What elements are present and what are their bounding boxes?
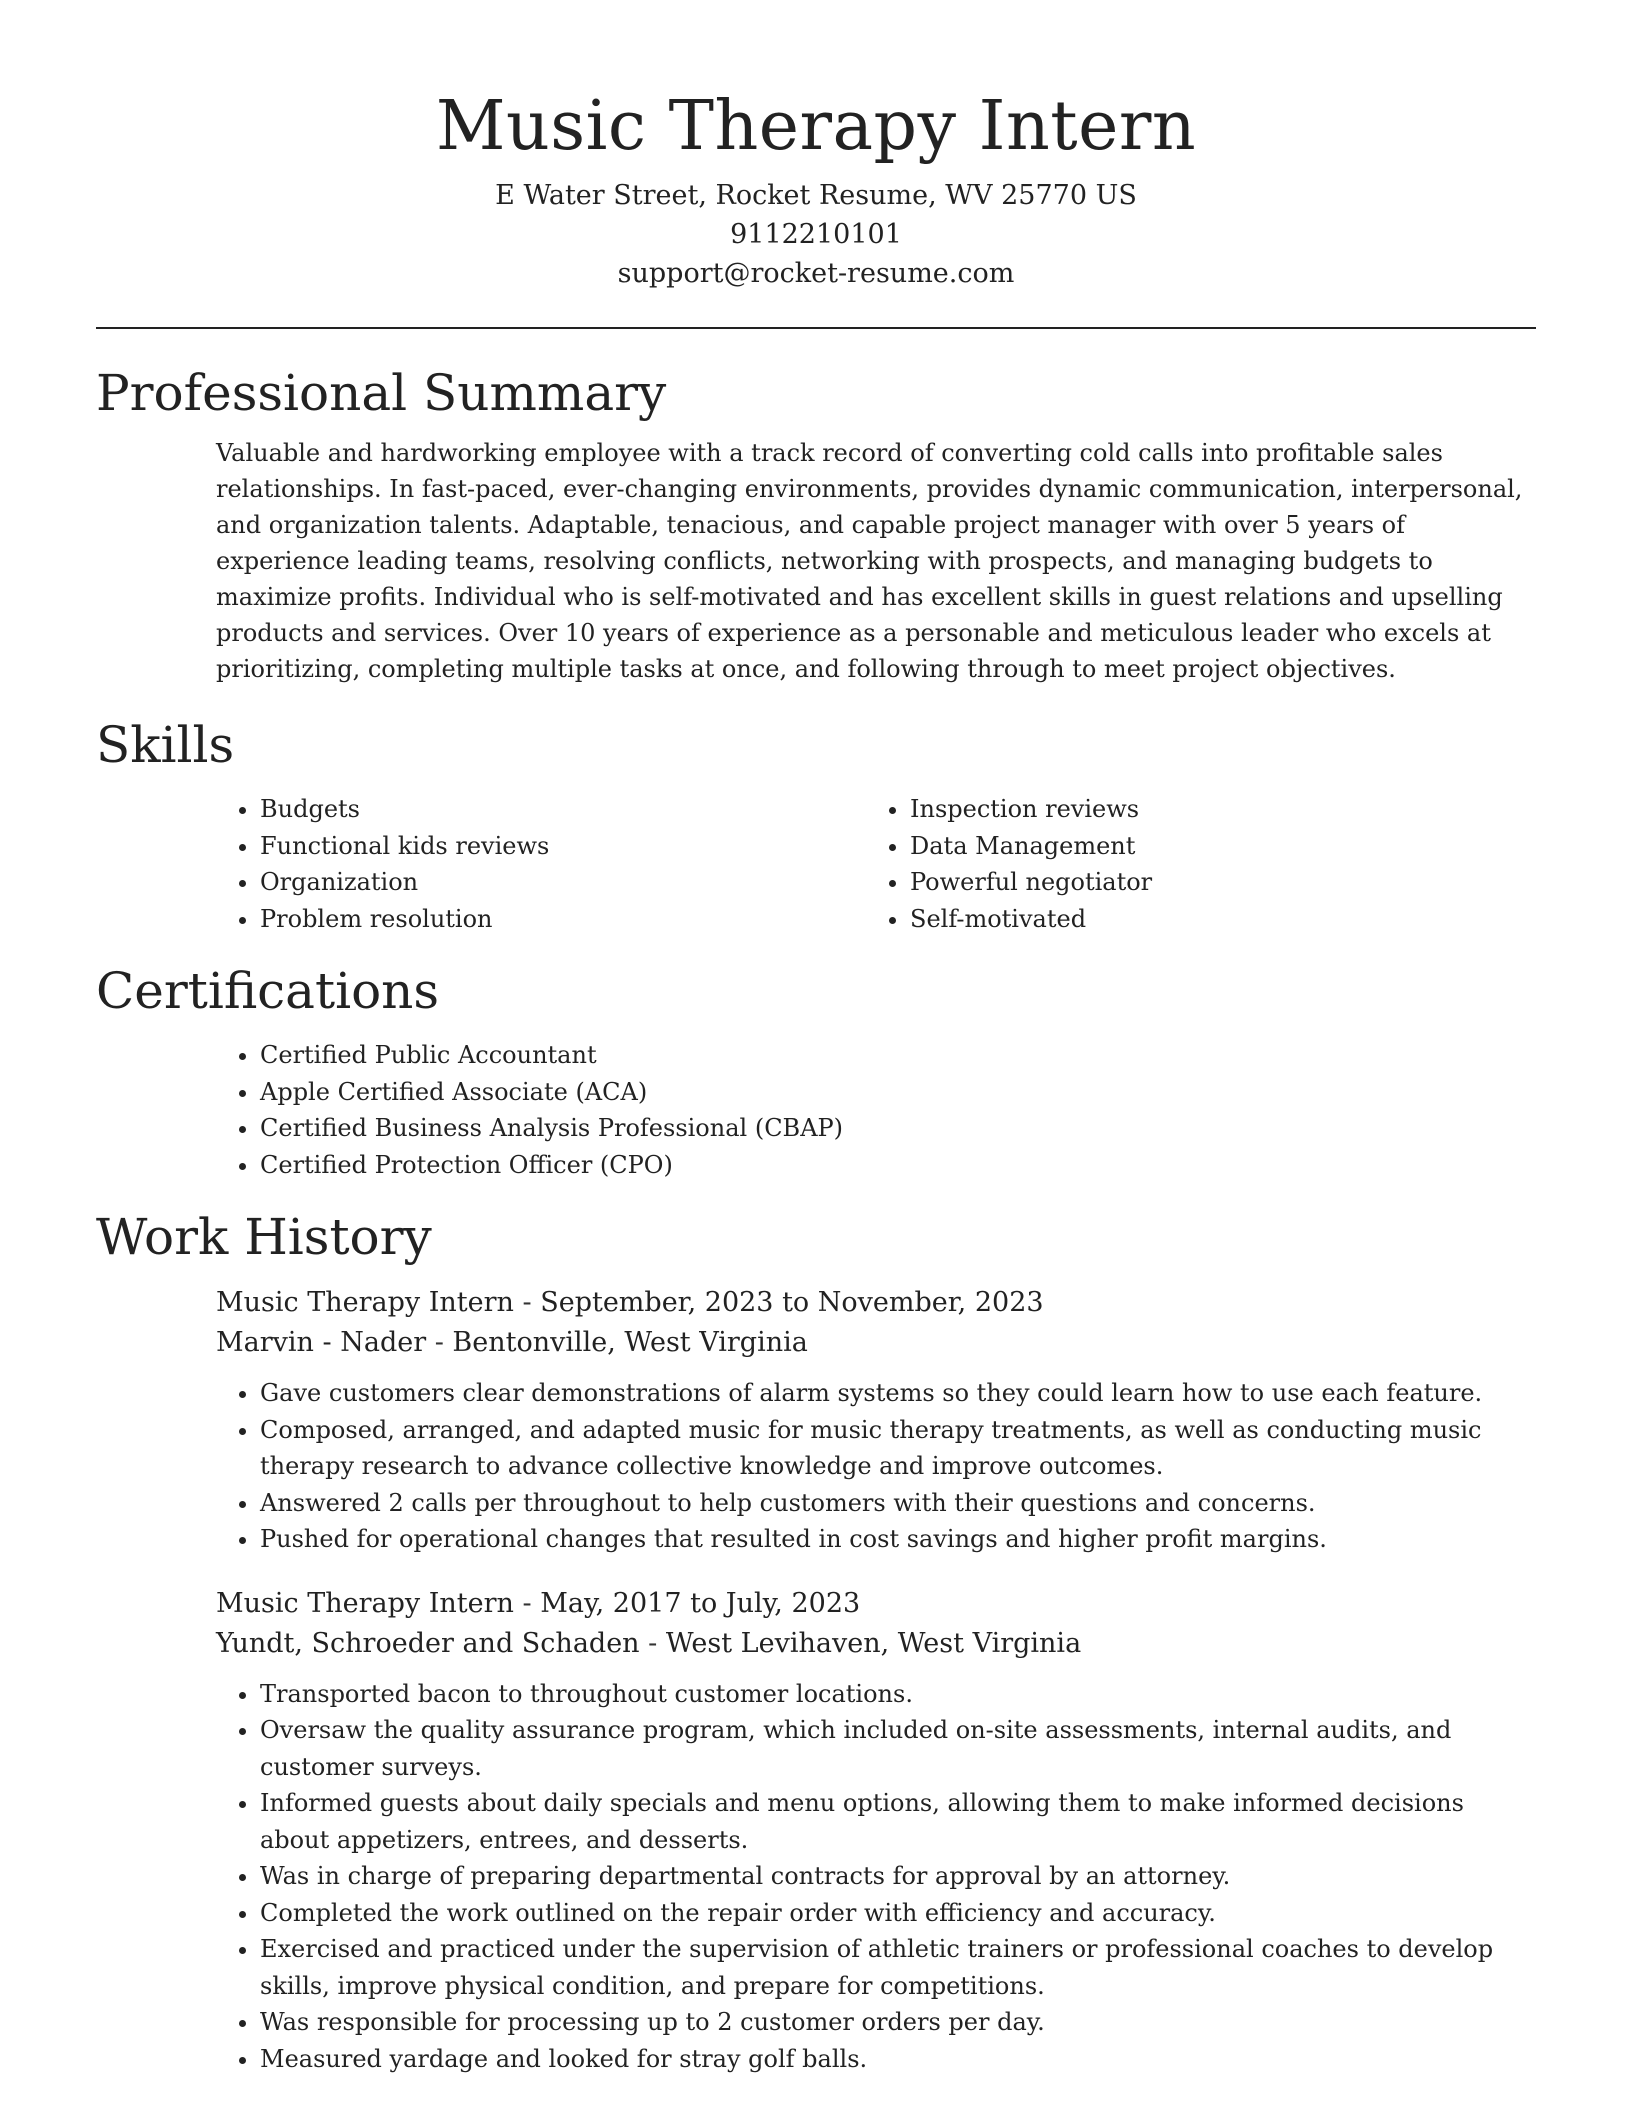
- contact-address: E Water Street, Rocket Resume, WV 25770 US: [495, 180, 1137, 211]
- header-divider: [96, 327, 1536, 329]
- job-company-line: Marvin - Nader - Bentonville, West Virginia: [216, 1327, 808, 1358]
- job-title: Music Therapy Intern: [216, 1587, 514, 1619]
- certifications-section: [96, 961, 1536, 1183]
- job-bullets: [216, 1375, 1536, 1558]
- job-title-line: Music Therapy Intern - May, 2017 to July, 2023: [216, 1587, 861, 1619]
- job-bullet: • Pushed for operational changes that resulted in cost savings and higher profit margins.: [260, 1521, 1536, 1558]
- skills-left-list: [216, 791, 866, 937]
- job-dates: September, 2023 to November, 2023: [540, 1287, 1044, 1318]
- resume-page: [96, 0, 1536, 2077]
- certifications-list: [216, 1037, 1536, 1183]
- job-bullet: • Transported bacon to throughout customer locations.: [260, 1676, 1536, 1713]
- job-bullet: • Answered 2 calls per throughout to help customers with their questions and concerns.: [260, 1485, 1536, 1522]
- job-title: Music Therapy Intern: [216, 1287, 514, 1318]
- job-company: Yundt, Schroeder and Schaden: [216, 1627, 640, 1659]
- skill-item: • Problem resolution: [260, 901, 866, 938]
- skills-grid: [216, 791, 1536, 937]
- resume-name: Music Therapy Intern: [435, 87, 1197, 166]
- skill-item: • Budgets: [260, 791, 866, 828]
- job-company: Marvin - Nader: [216, 1327, 427, 1358]
- skill-item: • Powerful negotiator: [910, 864, 1152, 901]
- job-location: West Levihaven, West Virginia: [665, 1627, 1082, 1659]
- contact-phone: 9112210101: [730, 219, 902, 250]
- skills-section: [96, 715, 1536, 937]
- job-entry: [216, 1584, 1536, 2078]
- certification-item: • Certified Business Analysis Professional (CBAP): [260, 1110, 1536, 1147]
- certification-item: • Certified Protection Officer (CPO): [260, 1147, 1536, 1184]
- skill-item: • Inspection reviews: [910, 791, 1152, 828]
- job-location: Bentonville, West Virginia: [452, 1327, 808, 1358]
- certification-item: • Certified Public Accountant: [260, 1037, 1536, 1074]
- work-history-heading: Work History: [96, 1208, 432, 1266]
- job-bullet: • Exercised and practiced under the supervision of athletic trainers or professional coaches to develop skills, improve physical condition, and prepare for competitions.: [260, 1931, 1536, 2004]
- certifications-heading: Certifications: [96, 962, 440, 1020]
- skills-right-list: [866, 791, 1152, 937]
- job-bullet: • Composed, arranged, and adapted music for music therapy treatments, as well as conducting music therapy research to advance collective knowledge and improve outcomes.: [260, 1412, 1536, 1485]
- skill-item: • Organization: [260, 864, 866, 901]
- summary-heading: Professional Summary: [96, 364, 667, 422]
- job-bullet: • Measured yardage and looked for stray golf balls.: [260, 2041, 1536, 2078]
- skill-item: • Functional kids reviews: [260, 828, 866, 865]
- job-entry: [216, 1283, 1536, 1558]
- job-title-line: Music Therapy Intern - September, 2023 to November, 2023: [216, 1287, 1044, 1318]
- job-bullet: • Was responsible for processing up to 2 customer orders per day.: [260, 2004, 1536, 2041]
- summary-text: Valuable and hardworking employee with a track record of converting cold calls into profitable sales relationships. In fast-paced, ever-changing environments, provides dynamic communication, interpersonal, and organization talents. Adaptable, tenacious, and capable project manager with over 5 years of experience leading teams, resolving conflicts, networking with prospects, and managing budgets to maximize profits. Individual who is self-motivated and has excellent skills in guest relations and upselling products and services. Over 10 years of experience as a personable and meticulous leader who excels at prioritizing, completing multiple tasks at once, and following through to meet project objectives.: [216, 439, 1523, 683]
- skill-item: • Data Management: [910, 828, 1152, 865]
- job-bullet: • Completed the work outlined on the repair order with efficiency and accuracy.: [260, 1895, 1536, 1932]
- skills-heading: Skills: [96, 716, 235, 774]
- contact-block: [96, 176, 1536, 293]
- summary-section: [96, 363, 1536, 687]
- job-bullet: • Informed guests about daily specials and menu options, allowing them to make informed decisions about appetizers, entrees, and desserts.: [260, 1785, 1536, 1858]
- job-dates: May, 2017 to July, 2023: [540, 1587, 861, 1619]
- job-company-line: Yundt, Schroeder and Schaden - West Levihaven, West Virginia: [216, 1627, 1082, 1659]
- job-bullets: [216, 1676, 1536, 2078]
- contact-email: support@rocket-resume.com: [617, 258, 1015, 289]
- job-bullet: • Was in charge of preparing departmental contracts for approval by an attorney.: [260, 1858, 1536, 1895]
- job-bullet: • Gave customers clear demonstrations of alarm systems so they could learn how to use each feature.: [260, 1375, 1536, 1412]
- skill-item: • Self-motivated: [910, 901, 1152, 938]
- certification-item: • Apple Certified Associate (ACA): [260, 1074, 1536, 1111]
- work-history-section: [96, 1207, 1536, 2077]
- job-bullet: • Oversaw the quality assurance program, which included on-site assessments, internal audits, and customer surveys.: [260, 1712, 1536, 1785]
